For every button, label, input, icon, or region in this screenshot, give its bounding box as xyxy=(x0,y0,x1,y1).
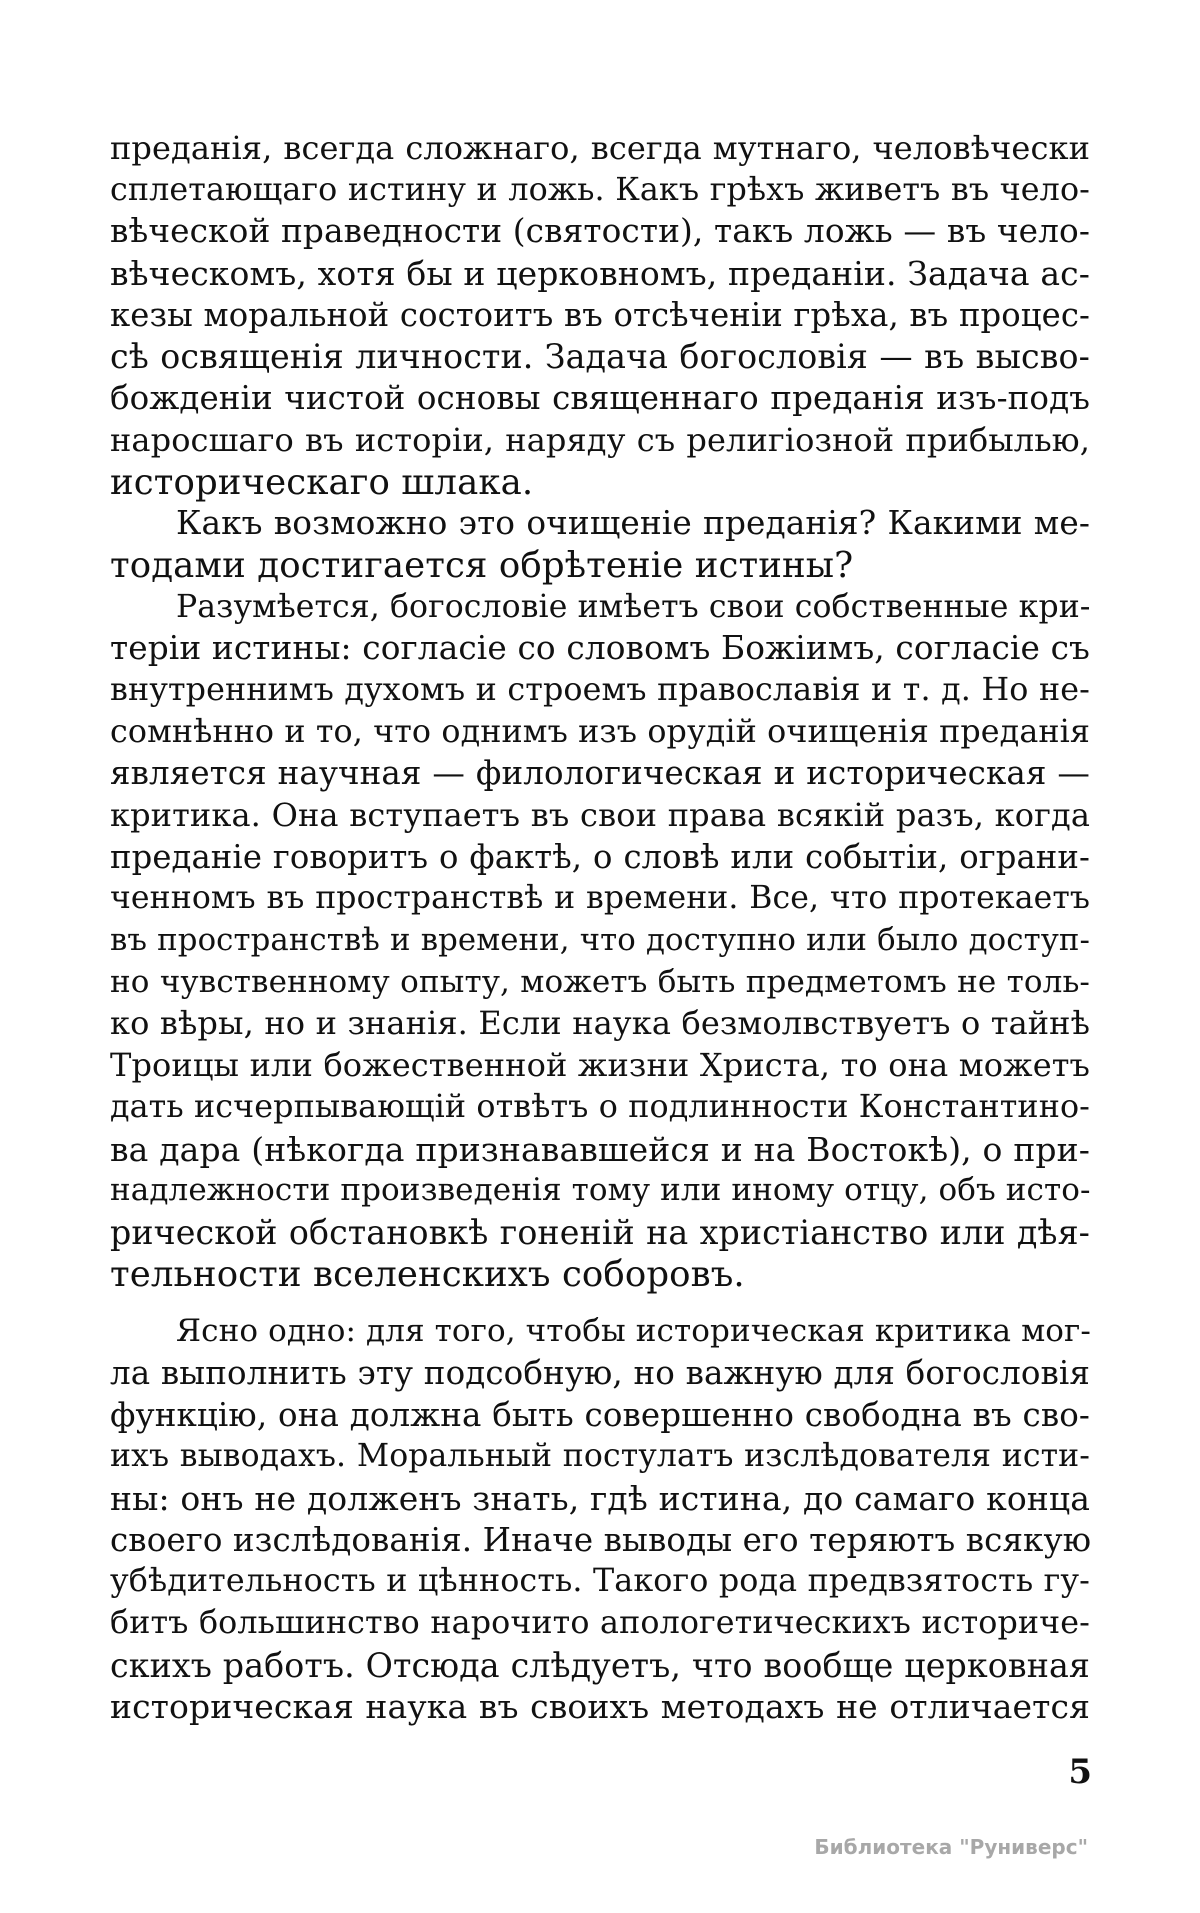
page-text xyxy=(110,128,1090,1728)
text-line: вѣческой праведности (святости), такъ ложь — въ чело- xyxy=(110,212,1090,251)
text-line: историческаго шлака. xyxy=(110,461,534,503)
text-line: тодами достигается обрѣтеніе истины? xyxy=(110,544,854,586)
text-line: является научная — филологическая и историческая — xyxy=(110,754,1090,793)
text-line: битъ большинство нарочито апологетическихъ историче- xyxy=(110,1605,1090,1642)
text-line: своего изслѣдованія. Иначе выводы его теряютъ всякую xyxy=(110,1520,1092,1559)
text-line: сомнѣнно и то, что однимъ изъ орудій очищенія преданія xyxy=(110,713,1090,750)
text-line: ихъ выводахъ. Моральный постулатъ изслѣдователя исти- xyxy=(110,1438,1090,1475)
text-line: убѣдительность и цѣнность. Такого рода предвзятость гу- xyxy=(110,1563,1090,1600)
text-line: ны: онъ не долженъ знать, гдѣ истина, до самаго конца xyxy=(110,1479,1090,1518)
text-line: въ пространствѣ и времени, что доступно или было доступ- xyxy=(110,922,1090,959)
page-number: 5 xyxy=(1068,1752,1092,1792)
text-line: функцію, она должна быть совершенно свободна въ сво- xyxy=(110,1395,1090,1434)
text-line: вѣческомъ, хотя бы и церковномъ, преданіи. Задача ас- xyxy=(110,254,1090,294)
text-line: Какъ возможно это очищеніе преданія? Какими ме- xyxy=(176,504,1090,543)
text-line: ченномъ въ пространствѣ и времени. Все, что протекаетъ xyxy=(110,880,1090,917)
text-line: Разумѣется, богословіе имѣетъ свои собственные кри- xyxy=(176,588,1091,625)
text-line: надлежности произведенія тому или иному отцу, объ исто- xyxy=(110,1172,1091,1209)
text-line: ко вѣры, но и знанія. Если наука безмолвствуетъ о тайнѣ xyxy=(110,1004,1090,1043)
text-line: Ясно одно: для того, чтобы историческая критика мог- xyxy=(176,1313,1091,1350)
text-line: наросшаго въ исторіи, наряду съ религіозной прибылью, xyxy=(110,420,1090,459)
text-line: ла выполнить эту подсобную, но важную для богословія xyxy=(110,1353,1090,1392)
text-line: тельности вселенскихъ соборовъ. xyxy=(110,1253,745,1295)
text-line: дать исчерпывающій отвѣтъ о подлинности Константино- xyxy=(110,1088,1090,1125)
text-line: сѣ освященія личности. Задача богословія — въ высво- xyxy=(110,337,1090,377)
text-line: внутреннимъ духомъ и строемъ православія и т. д. Но не- xyxy=(110,671,1090,708)
text-line: преданіе говоритъ о фактѣ, о словѣ или событіи, ограни- xyxy=(110,837,1090,876)
text-line: кезы моральной состоитъ въ отсѣченіи грѣха, въ процес- xyxy=(110,295,1090,334)
text-line: сплетающаго истину и ложь. Какъ грѣхъ живетъ въ чело- xyxy=(110,171,1090,208)
library-watermark: Библиотека "Руниверс" xyxy=(814,1835,1088,1859)
text-line: теріи истины: согласіе со словомъ Божіимъ, согласіе съ xyxy=(110,629,1090,668)
text-line: но чувственному опыту, можетъ быть предметомъ не толь- xyxy=(110,963,1090,1000)
text-line: скихъ работъ. Отсюда слѣдуетъ, что вообще церковная xyxy=(110,1645,1090,1685)
text-line: Троицы или божественной жизни Христа, то она можетъ xyxy=(110,1046,1090,1085)
text-line: историческая наука въ своихъ методахъ не отличается xyxy=(110,1687,1090,1727)
text-line: преданія, всегда сложнаго, всегда мутнаго, человѣчески xyxy=(110,129,1090,167)
text-line: рической обстановкѣ гоненій на христіанство или дѣя- xyxy=(110,1212,1090,1252)
text-line: ва дара (нѣкогда признававшейся и на Востокѣ), о при- xyxy=(110,1129,1090,1169)
text-line: божденіи чистой основы священнаго преданія изъ-подъ xyxy=(110,379,1090,418)
text-line: критика. Она вступаетъ въ свои права всякій разъ, когда xyxy=(110,796,1090,834)
